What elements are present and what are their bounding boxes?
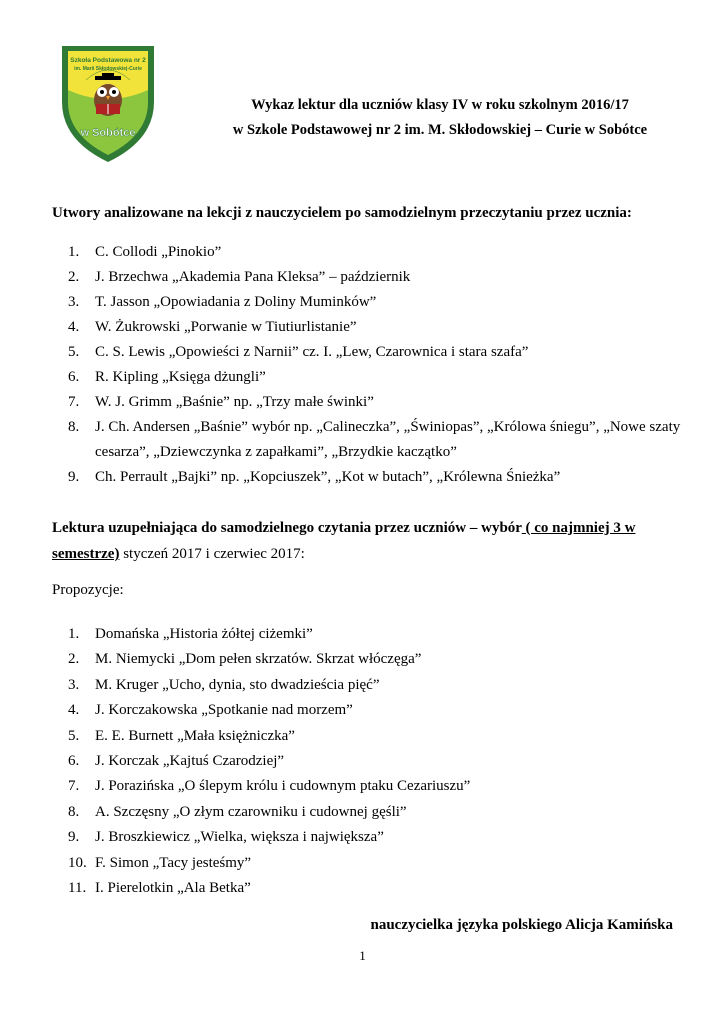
svg-text:im. Marii Skłodowskiej-Curie: im. Marii Skłodowskiej-Curie (74, 66, 142, 72)
section-2-heading: Lektura uzupełniająca do samodzielnego czytania przez uczniów – wybór ( co najmniej 3 w semestrze) styczeń 2017 i czerwiec 2017: (52, 520, 636, 562)
list-item: 8. A. Szczęsny „O złym czarowniku i cudownej gęśli” (68, 803, 407, 820)
svg-text:w Sobótce: w Sobótce (80, 127, 136, 139)
list-item: 7. W. J. Grimm „Baśnie” np. „Trzy małe świnki” (68, 394, 374, 410)
supplementary-readings-list (68, 622, 688, 901)
list-item: 3. M. Kruger „Ucho, dynia, sto dwadzieścia pięć” (68, 676, 380, 693)
document-header (160, 93, 720, 143)
list-item: 6. J. Korczak „Kajtuś Czarodziej” (68, 753, 285, 770)
list-item: 1. Domańska „Historia żółtej ciżemki” (68, 626, 313, 642)
required-readings-list (68, 240, 688, 490)
header-line-2: w Szkole Podstawowej nr 2 im. M. Skłodowskiej – Curie w Sobótce (232, 122, 648, 138)
teacher-signature: nauczycielka języka polskiego Alicja Kamińska (370, 917, 673, 933)
list-item: 10. F. Simon „Tacy jesteśmy” (68, 854, 252, 871)
page-number: 1 (359, 948, 366, 963)
section-1-heading: Utwory analizowane na lekcji z nauczycielem po samodzielnym przeczytaniu przez ucznia: (52, 205, 632, 221)
list-item: 3. T. Jasson „Opowiadania z Doliny Muminków” (68, 294, 377, 310)
header-line-1: Wykaz lektur dla uczniów klasy IV w roku szkolnym 2016/17 (251, 97, 629, 113)
list-item: 2. J. Brzechwa „Akademia Pana Kleksa” – październik (68, 269, 411, 285)
svg-text:Szkoła Podstawowa nr 2: Szkoła Podstawowa nr 2 (70, 57, 146, 64)
list-item: 6. R. Kipling „Księga dżungli” (68, 369, 266, 385)
list-item: 7. J. Porazińska „O ślepym królu i cudownym ptaku Cezariuszu” (68, 778, 471, 795)
list-item: 5. E. E. Burnett „Mała księżniczka” (68, 727, 295, 744)
list-item: 4. J. Korczakowska „Spotkanie nad morzem” (68, 702, 353, 719)
list-item: 4. W. Żukrowski „Porwanie w Tiutiurlistanie” (68, 319, 357, 335)
list-item: 8. J. Ch. Andersen „Baśnie” wybór np. „Calineczka”, „Świniopas”, „Królowa śniegu”, „Nowe szaty cesarza”, „Dziewczynka z zapałkami”, „Brzydkie kaczątko” (68, 419, 681, 460)
list-item: 5. C. S. Lewis „Opowieści z Narnii” cz. I. „Lew, Czarownica i stara szafa” (68, 344, 529, 360)
list-item: 9. J. Broszkiewicz „Wielka, większa i największa” (68, 829, 384, 846)
list-item: 11. I. Pierelotkin „Ala Betka” (68, 880, 251, 897)
proposals-label: Propozycje: (52, 582, 124, 598)
school-logo (58, 40, 158, 165)
list-item: 1. C. Collodi „Pinokio” (68, 244, 222, 260)
list-item: 9. Ch. Perrault „Bajki” np. „Kopciuszek”, „Kot w butach”, „Królewna Śnieżka” (68, 469, 561, 485)
list-item: 2. M. Niemycki „Dom pełen skrzatów. Skrzat włóczęga” (68, 651, 422, 668)
